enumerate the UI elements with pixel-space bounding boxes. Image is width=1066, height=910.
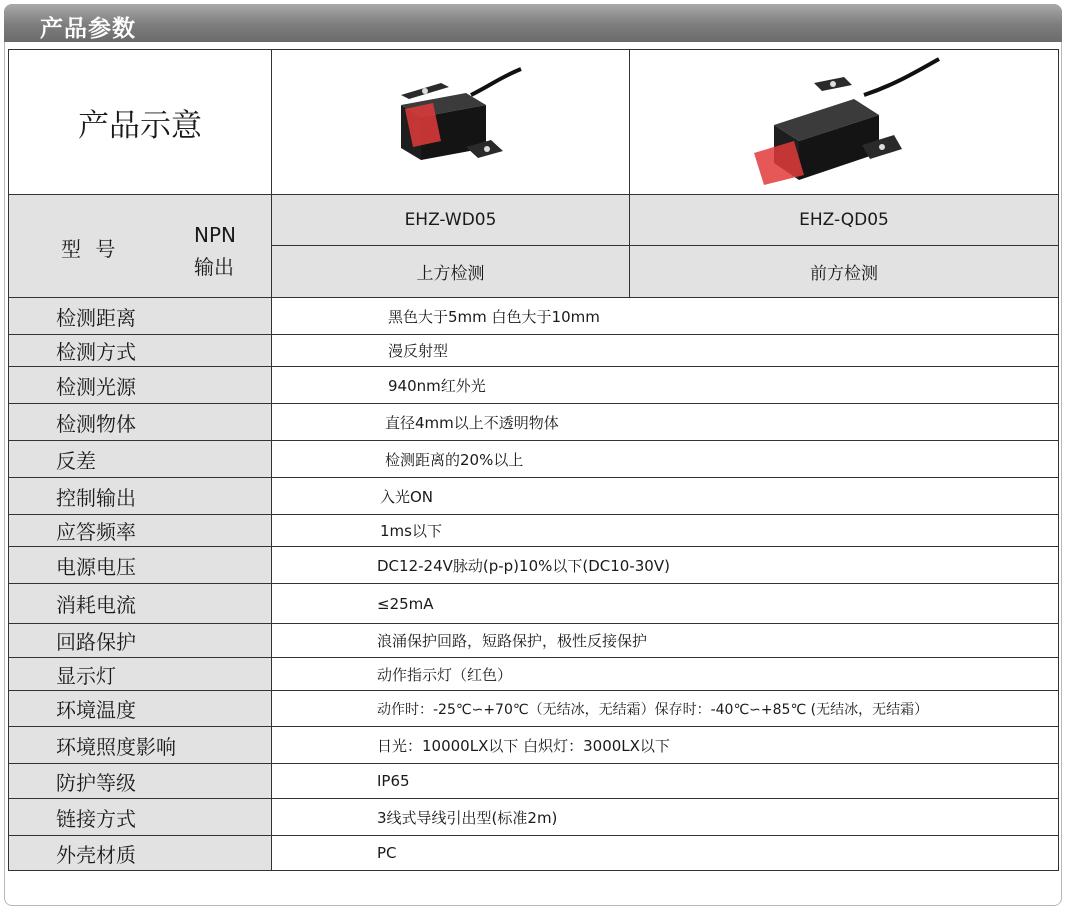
spec-row xyxy=(9,691,1059,727)
sensor-front-detect-image xyxy=(744,55,944,185)
spec-label: 检测光源 xyxy=(9,367,272,404)
spec-label: 环境照度影响 xyxy=(9,727,272,764)
section-header xyxy=(4,4,1062,42)
spec-value: 3线式导线引出型(标准2m) xyxy=(272,799,1059,836)
spec-label: 检测距离 xyxy=(9,298,272,335)
spec-row xyxy=(9,764,1059,799)
direction-qd05: 前方检测 xyxy=(630,246,1059,298)
spec-label: 显示灯 xyxy=(9,658,272,691)
spec-label: 控制输出 xyxy=(9,478,272,515)
spec-value: 日光：10000LX以下 白炽灯：3000LX以下 xyxy=(272,727,1059,764)
spec-value: 黑色大于5mm 白色大于10mm xyxy=(272,298,1059,335)
image-row xyxy=(9,50,1059,195)
spec-table xyxy=(8,49,1059,871)
spec-label: 电源电压 xyxy=(9,547,272,584)
section-title: 产品参数 xyxy=(40,16,136,42)
type-cell xyxy=(9,195,272,298)
sensor-top-detect-image xyxy=(371,65,531,175)
model-row xyxy=(9,195,1059,246)
product-image-qd05 xyxy=(630,50,1059,195)
spec-row xyxy=(9,367,1059,404)
spec-row xyxy=(9,404,1059,441)
spec-row xyxy=(9,298,1059,335)
spec-label: 应答频率 xyxy=(9,515,272,547)
type-label: 型 号 xyxy=(61,237,120,261)
spec-value: 940nm红外光 xyxy=(272,367,1059,404)
model-wd05: EHZ-WD05 xyxy=(272,195,630,246)
image-row-label: 产品示意 xyxy=(9,50,272,195)
spec-row xyxy=(9,547,1059,584)
spec-value: ≤25mA xyxy=(272,584,1059,624)
spec-label: 回路保护 xyxy=(9,624,272,658)
spec-value: 入光ON xyxy=(272,478,1059,515)
spec-label: 环境温度 xyxy=(9,691,272,727)
spec-label: 防护等级 xyxy=(9,764,272,799)
spec-label: 反差 xyxy=(9,441,272,478)
product-image-wd05 xyxy=(272,50,630,195)
spec-row xyxy=(9,515,1059,547)
spec-row xyxy=(9,441,1059,478)
spec-label: 检测方式 xyxy=(9,335,272,367)
spec-row xyxy=(9,624,1059,658)
spec-value: 漫反射型 xyxy=(272,335,1059,367)
spec-value: 动作指示灯（红色） xyxy=(272,658,1059,691)
output-label: 输出 xyxy=(194,255,234,279)
spec-value: 动作时：-25℃∽+70℃（无结冰，无结霜）保存时：-40℃∽+85℃ (无结冰，无结霜） xyxy=(272,691,1059,727)
spec-value: IP65 xyxy=(272,764,1059,799)
spec-value: 检测距离的20%以上 xyxy=(272,441,1059,478)
spec-value: 浪涌保护回路，短路保护，极性反接保护 xyxy=(272,624,1059,658)
spec-value: DC12-24V脉动(p-p)10%以下(DC10-30V) xyxy=(272,547,1059,584)
direction-wd05: 上方检测 xyxy=(272,246,630,298)
spec-label: 检测物体 xyxy=(9,404,272,441)
spec-label: 链接方式 xyxy=(9,799,272,836)
spec-value: 直径4mm以上不透明物体 xyxy=(272,404,1059,441)
spec-label: 消耗电流 xyxy=(9,584,272,624)
spec-row xyxy=(9,658,1059,691)
spec-value: 1ms以下 xyxy=(272,515,1059,547)
spec-row xyxy=(9,335,1059,367)
spec-row xyxy=(9,727,1059,764)
npn-label: NPN xyxy=(194,223,236,247)
model-qd05: EHZ-QD05 xyxy=(630,195,1059,246)
spec-label: 外壳材质 xyxy=(9,836,272,871)
spec-row xyxy=(9,478,1059,515)
spec-row xyxy=(9,584,1059,624)
spec-row xyxy=(9,799,1059,836)
spec-row xyxy=(9,836,1059,871)
spec-value: PC xyxy=(272,836,1059,871)
